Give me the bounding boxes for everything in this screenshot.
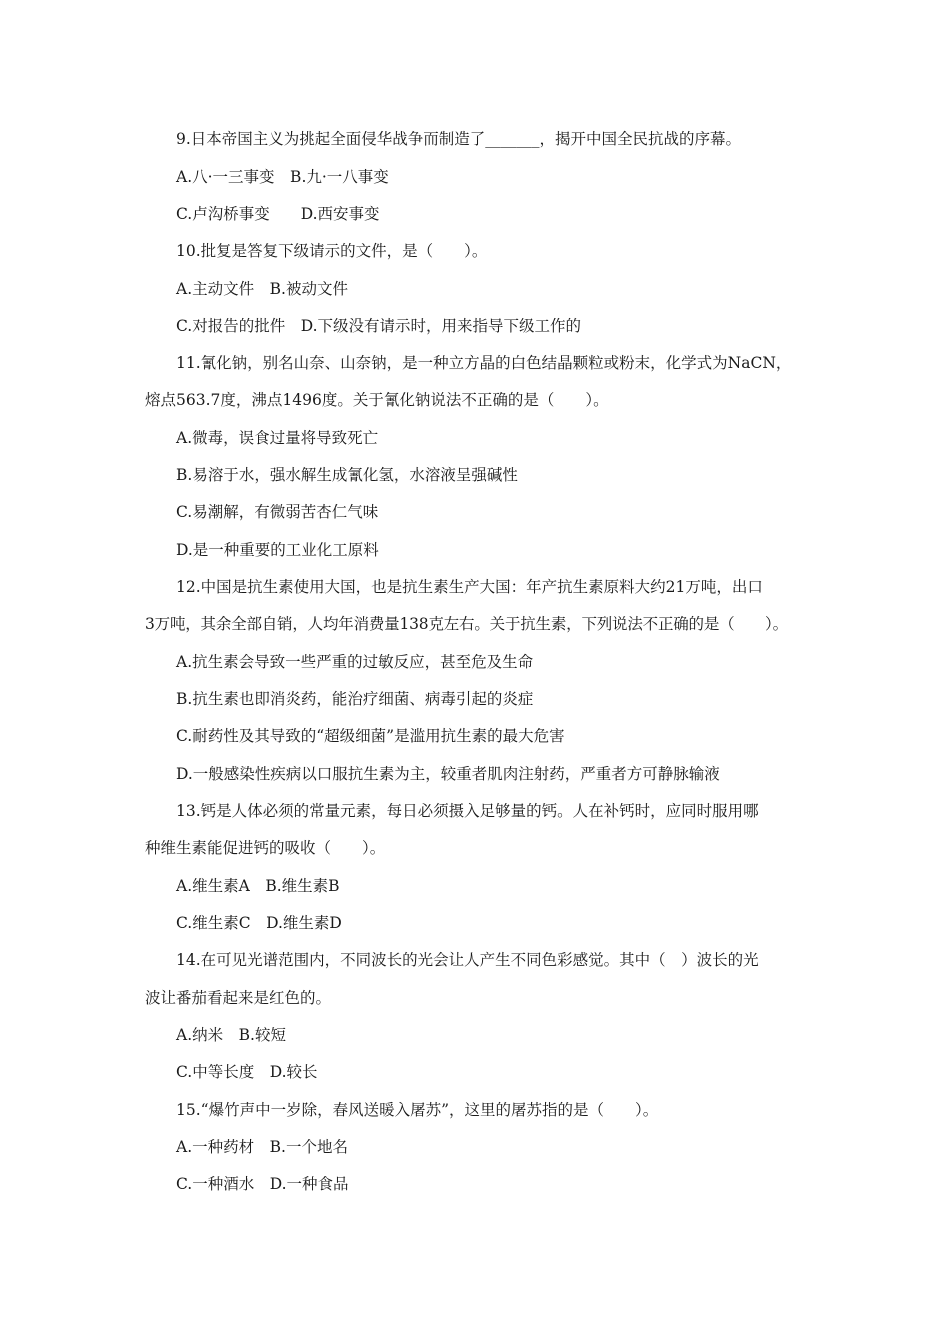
question-15-options-line-1: A.一种药材 B.一个地名 [176, 1138, 348, 1156]
question-15-stem-line-1: 15.“爆竹声中一岁除，春风送暖入屠苏”，这里的屠苏指的是（ ）。 [176, 1101, 659, 1119]
question-14-stem-line-1: 14.在可见光谱范围内，不同波长的光会让人产生不同色彩感觉。其中（ ）波长的光 [176, 951, 759, 969]
question-12-stem-line-1: 12.中国是抗生素使用大国，也是抗生素生产大国：年产抗生素原料大约21万吨，出口 [176, 578, 763, 596]
question-14-options-line-1: A.纳米 B.较短 [176, 1026, 286, 1044]
question-11-option-c: C.易潮解，有微弱苦杏仁气味 [176, 503, 379, 521]
question-13-options-line-1: A.维生素A B.维生素B [176, 877, 340, 895]
question-12-option-c: C.耐药性及其导致的“超级细菌”是滥用抗生素的最大危害 [176, 727, 565, 745]
question-11-option-a: A.微毒，误食过量将导致死亡 [176, 429, 379, 447]
question-14-options-line-2: C.中等长度 D.较长 [176, 1063, 318, 1081]
question-14-stem-line-2: 波让番茄看起来是红色的。 [145, 989, 332, 1007]
question-10-options-line-2: C.对报告的批件 D.下级没有请示时，用来指导下级工作的 [176, 317, 582, 335]
question-12-option-b: B.抗生素也即消炎药，能治疗细菌、病毒引起的炎症 [176, 690, 534, 708]
question-13-options-line-2: C.维生素C D.维生素D [176, 914, 342, 932]
question-12-stem-line-2: 3万吨，其余全部自销，人均年消费量138克左右。关于抗生素，下列说法不正确的是（ ）。 [145, 615, 788, 633]
question-10-options-line-1: A.主动文件 B.被动文件 [176, 280, 348, 298]
question-13-stem-line-1: 13.钙是人体必须的常量元素，每日必须摄入足够量的钙。人在补钙时，应同时服用哪 [176, 802, 759, 820]
question-11-option-d: D.是一种重要的工业化工原料 [176, 541, 379, 559]
question-11-stem-line-1: 11.氰化钠，别名山奈、山奈钠，是一种立方晶的白色结晶颗粒或粉末，化学式为NaCN， [176, 354, 792, 372]
question-11-option-b: B.易溶于水，强水解生成氰化氢，水溶液呈强碱性 [176, 466, 518, 484]
question-9-options-line-2: C.卢沟桥事变 D.西安事变 [176, 205, 380, 223]
question-15-options-line-2: C.一种酒水 D.一种食品 [176, 1175, 349, 1193]
question-13-stem-line-2: 种维生素能促进钙的吸收（ ）。 [145, 839, 386, 857]
question-9-stem-line-1: 9.日本帝国主义为挑起全面侵华战争而制造了_______，揭开中国全民抗战的序幕。 [176, 130, 742, 148]
question-9-options-line-1: A.八·一三事变 B.九·一八事变 [176, 168, 389, 186]
question-12-option-a: A.抗生素会导致一些严重的过敏反应，甚至危及生命 [176, 653, 534, 671]
question-10-stem-line-1: 10.批复是答复下级请示的文件，是（ ）。 [176, 242, 488, 260]
question-12-option-d: D.一般感染性疾病以口服抗生素为主，较重者肌肉注射药，严重者方可静脉输液 [176, 765, 720, 783]
question-11-stem-line-2: 熔点563.7度，沸点1496度。关于氰化钠说法不正确的是（ ）。 [145, 391, 609, 409]
